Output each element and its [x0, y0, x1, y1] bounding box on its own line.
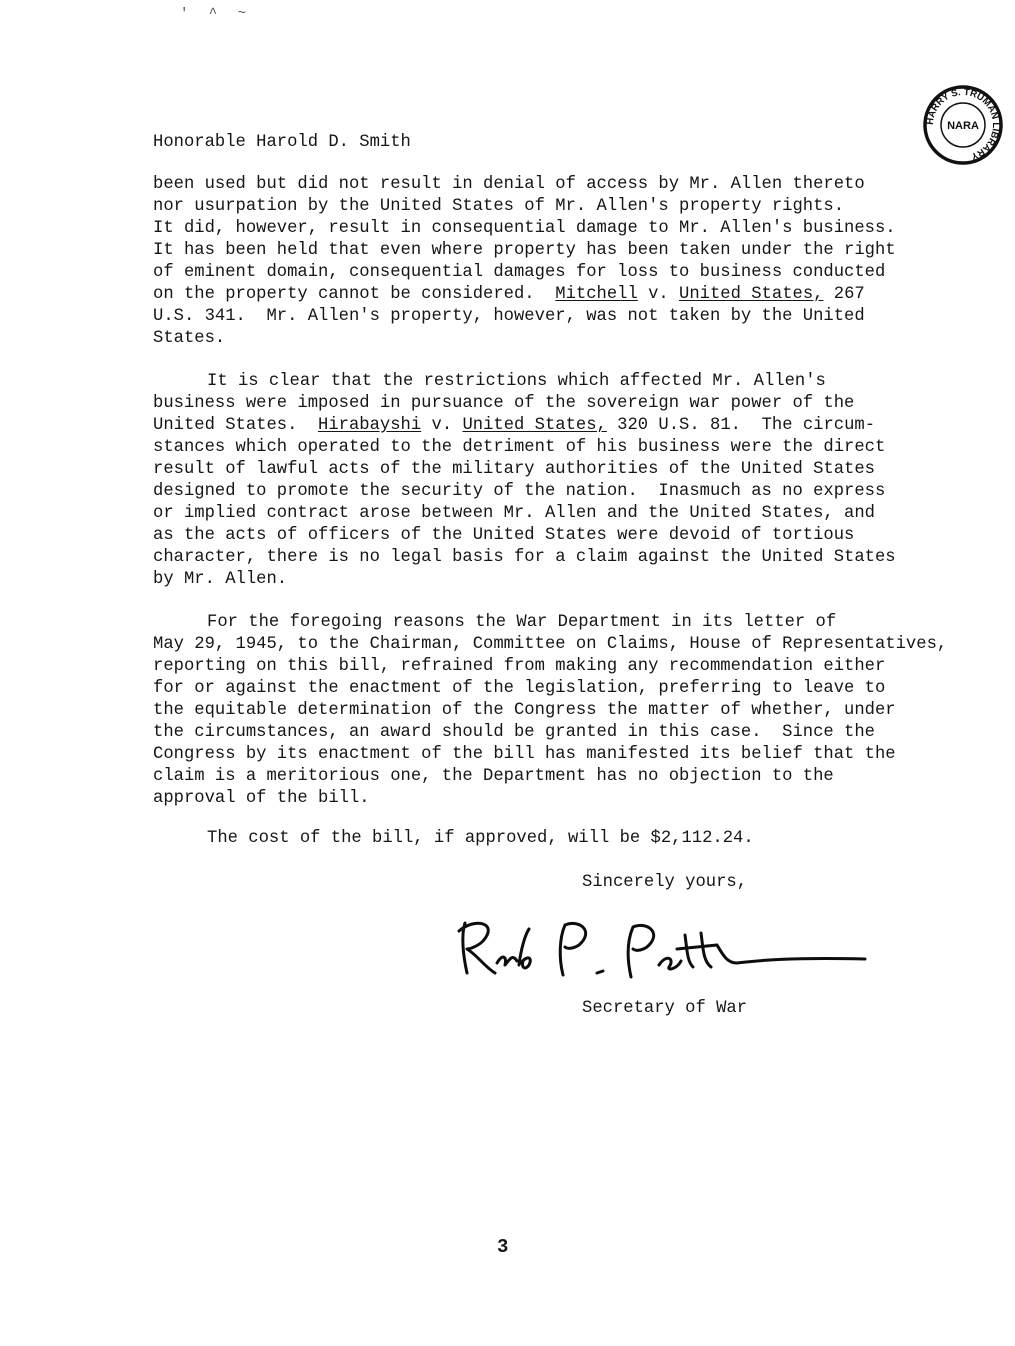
- paragraph-1-line: nor usurpation by the United States of Mr. Allen's property rights.: [153, 197, 845, 216]
- paragraph-2-line: character, there is no legal basis for a claim against the United States: [153, 548, 896, 567]
- citation-text: on the property cannot be considered.: [153, 285, 556, 304]
- paragraph-2-line: result of lawful acts of the military authorities of the United States: [153, 460, 875, 479]
- top-mark: ' ^ ~: [180, 6, 253, 22]
- closing-salutation: Sincerely yours,: [582, 873, 748, 892]
- paragraph-2-line: as the acts of officers of the United States were devoid of tortious: [153, 526, 855, 545]
- paragraph-3-line: approval of the bill.: [153, 789, 370, 808]
- signer-title: Secretary of War: [582, 999, 748, 1018]
- paragraph-2-line: designed to promote the security of the nation. Inasmuch as no express: [153, 482, 886, 501]
- citation-volume: 320 U.S. 81. The circum-: [606, 416, 876, 435]
- citation-versus: v.: [421, 416, 463, 435]
- citation-versus: v.: [637, 285, 680, 304]
- citation-volume: 267: [823, 285, 865, 304]
- paragraph-2-line: or implied contract arose between Mr. Allen and the United States, and: [153, 504, 875, 523]
- paragraph-2-line: It is clear that the restrictions which affected Mr. Allen's: [207, 372, 826, 391]
- addressee-heading: Honorable Harold D. Smith: [153, 133, 411, 152]
- paragraph-1-line: It has been held that even where property has been taken under the right: [153, 241, 896, 260]
- paragraph-1-line: been used but did not result in denial of access by Mr. Allen thereto: [153, 175, 865, 194]
- cost-statement: The cost of the bill, if approved, will be $2,112.24.: [207, 829, 754, 848]
- citation-text: United States.: [153, 416, 319, 435]
- paragraph-2-line: by Mr. Allen.: [153, 570, 288, 589]
- paragraph-1-line: of eminent domain, consequential damages for loss to business conducted: [153, 263, 886, 282]
- paragraph-3-line: the circumstances, an award should be granted in this case. Since the: [153, 723, 875, 742]
- paragraph-2-line: stances which operated to the detriment of his business were the direct: [153, 438, 886, 457]
- svg-text:NARA: NARA: [947, 120, 979, 132]
- paragraph-3-line: For the foregoing reasons the War Department in its letter of: [207, 613, 837, 632]
- svg-text:HARRY S. TRUMAN LIBRARY: HARRY S. TRUMAN LIBRARY: [924, 86, 1002, 162]
- case-party-united-states: United States,: [679, 285, 824, 304]
- paragraph-3-line: claim is a meritorious one, the Department has no objection to the: [153, 767, 834, 786]
- paragraph-2-line-citation: [153, 415, 875, 437]
- paragraph-1-line-citation: [153, 284, 865, 306]
- handwritten-signature: [455, 915, 875, 985]
- paragraph-3-line: for or against the enactment of the legislation, preferring to leave to: [153, 679, 886, 698]
- paragraph-1-line: It did, however, result in consequential damage to Mr. Allen's business.: [153, 219, 896, 238]
- paragraph-3-line: the equitable determination of the Congress the matter of whether, under: [153, 701, 896, 720]
- paragraph-3-line: May 29, 1945, to the Chairman, Committee on Claims, House of Representatives,: [153, 635, 948, 654]
- page-number: 3: [497, 1236, 509, 1258]
- case-party-united-states: United States,: [462, 416, 607, 435]
- paragraph-1-line: States.: [153, 329, 226, 348]
- paragraph-1-line: U.S. 341. Mr. Allen's property, however, was not taken by the United: [153, 307, 865, 326]
- paragraph-2-line: business were imposed in pursuance of the sovereign war power of the: [153, 394, 855, 413]
- case-party-mitchell: Mitchell: [555, 285, 638, 304]
- paragraph-3-line: Congress by its enactment of the bill has manifested its belief that the: [153, 745, 896, 764]
- paragraph-3-line: reporting on this bill, refrained from making any recommendation either: [153, 657, 886, 676]
- case-party-hirabayshi: Hirabayshi: [318, 416, 422, 435]
- library-seal-stamp: [922, 84, 1004, 166]
